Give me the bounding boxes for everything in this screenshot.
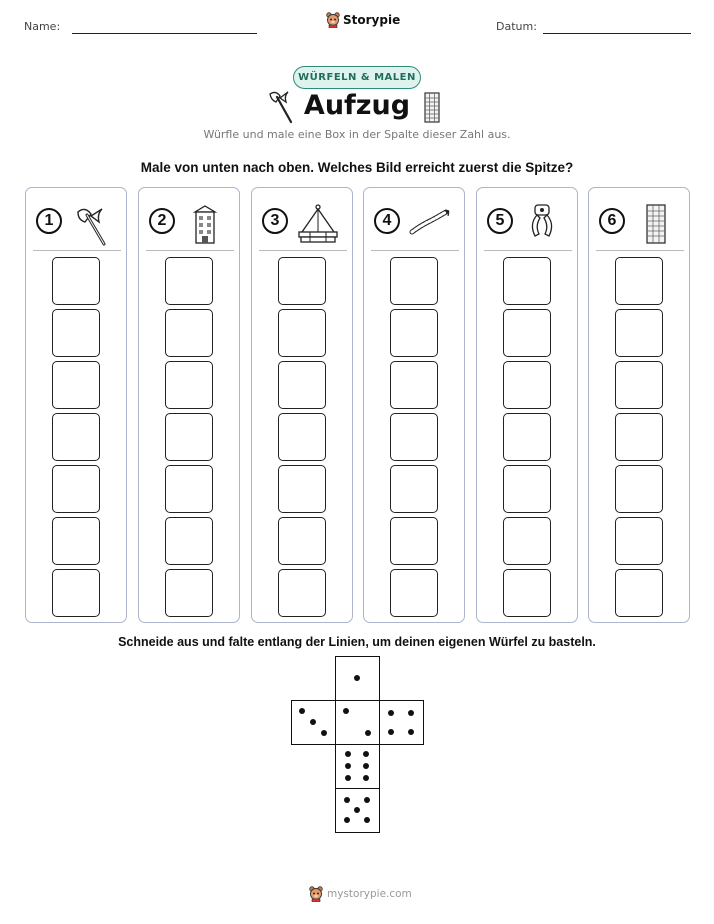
footer-url[interactable]: mystorypie.com — [327, 888, 412, 900]
column-number: 6 — [599, 208, 625, 234]
dice-pip — [388, 729, 394, 735]
brand-name: Storypie — [343, 13, 401, 27]
column-divider — [33, 250, 121, 251]
instruction-text: Male von unten nach oben. Welches Bild erreicht zuerst die Spitze? — [140, 160, 574, 175]
color-box[interactable] — [390, 257, 438, 305]
color-box[interactable] — [52, 465, 100, 513]
skyscraper-icon — [633, 202, 677, 246]
color-box[interactable] — [278, 361, 326, 409]
dice-face-2[interactable] — [335, 700, 380, 745]
dice-pip — [354, 807, 360, 813]
dice-pip — [354, 675, 360, 681]
column-number: 5 — [487, 208, 513, 234]
color-box[interactable] — [165, 257, 213, 305]
color-box[interactable] — [615, 569, 663, 617]
dice-pip — [345, 775, 351, 781]
column-number: 1 — [36, 208, 62, 234]
column-header — [147, 202, 233, 244]
color-box[interactable] — [390, 309, 438, 357]
crane-claw-icon — [521, 202, 565, 246]
color-box[interactable] — [278, 569, 326, 617]
dice-pip — [364, 817, 370, 823]
column-divider — [259, 250, 347, 251]
dice-pip — [310, 719, 316, 725]
color-box[interactable] — [52, 517, 100, 565]
dice-face-6[interactable] — [335, 744, 380, 789]
color-box[interactable] — [278, 517, 326, 565]
color-box[interactable] — [52, 361, 100, 409]
color-box[interactable] — [52, 309, 100, 357]
column-1 — [25, 187, 127, 623]
dice-face-5[interactable] — [335, 788, 380, 833]
color-box[interactable] — [165, 465, 213, 513]
dice-pip — [344, 817, 350, 823]
color-box[interactable] — [390, 413, 438, 461]
name-line[interactable] — [72, 33, 257, 34]
dice-face-4[interactable] — [379, 700, 424, 745]
dice-pip — [388, 710, 394, 716]
column-divider — [484, 250, 572, 251]
axe-icon — [70, 202, 114, 246]
dice-pip — [343, 708, 349, 714]
color-box[interactable] — [503, 569, 551, 617]
color-box[interactable] — [390, 465, 438, 513]
dice-pip — [345, 751, 351, 757]
bear-icon — [309, 886, 323, 902]
column-3 — [251, 187, 353, 623]
date-line[interactable] — [543, 33, 691, 34]
column-header — [485, 202, 571, 244]
color-box[interactable] — [615, 465, 663, 513]
category-badge: WÜRFELN & MALEN — [293, 66, 421, 89]
color-box[interactable] — [615, 517, 663, 565]
cut-instruction: Schneide aus und falte entlang der Linien, um deinen eigenen Würfel zu basteln. — [118, 635, 596, 649]
column-6 — [588, 187, 690, 623]
color-box[interactable] — [615, 361, 663, 409]
dice-face-1[interactable] — [335, 656, 380, 701]
dice-pip — [299, 708, 305, 714]
skyscraper-icon — [423, 91, 441, 123]
color-box[interactable] — [165, 413, 213, 461]
brand-logo — [326, 12, 400, 28]
color-box[interactable] — [278, 257, 326, 305]
color-box[interactable] — [615, 309, 663, 357]
color-box[interactable] — [503, 517, 551, 565]
column-header — [34, 202, 120, 244]
color-box[interactable] — [390, 569, 438, 617]
color-box[interactable] — [165, 309, 213, 357]
column-divider — [371, 250, 459, 251]
name-label: Name: — [24, 20, 61, 33]
column-header — [372, 202, 458, 244]
color-box[interactable] — [165, 569, 213, 617]
tower-icon — [183, 202, 227, 246]
column-number: 4 — [374, 208, 400, 234]
color-box[interactable] — [165, 517, 213, 565]
dice-pip — [345, 763, 351, 769]
color-box[interactable] — [278, 465, 326, 513]
color-box[interactable] — [278, 309, 326, 357]
column-header — [260, 202, 346, 244]
color-box[interactable] — [390, 361, 438, 409]
dice-pip — [408, 729, 414, 735]
column-number: 3 — [262, 208, 288, 234]
color-box[interactable] — [165, 361, 213, 409]
color-box[interactable] — [615, 413, 663, 461]
column-divider — [596, 250, 684, 251]
color-box[interactable] — [278, 413, 326, 461]
dice-pip — [408, 710, 414, 716]
dice-pip — [363, 751, 369, 757]
dice-face-3[interactable] — [291, 700, 336, 745]
color-box[interactable] — [52, 413, 100, 461]
color-box[interactable] — [615, 257, 663, 305]
color-box[interactable] — [503, 309, 551, 357]
column-number: 2 — [149, 208, 175, 234]
color-box[interactable] — [503, 361, 551, 409]
pallet-lift-icon — [296, 202, 340, 246]
page-title: Aufzug — [303, 90, 411, 121]
color-box[interactable] — [503, 257, 551, 305]
bear-icon — [326, 12, 340, 28]
dice-pip — [364, 797, 370, 803]
column-5 — [476, 187, 578, 623]
dice-pip — [321, 730, 327, 736]
column-divider — [146, 250, 234, 251]
dice-pip — [365, 730, 371, 736]
color-box[interactable] — [390, 517, 438, 565]
subtitle: Würfle und male eine Box in der Spalte dieser Zahl aus. — [203, 128, 511, 141]
date-label: Datum: — [496, 20, 537, 33]
axe-icon — [266, 88, 296, 124]
color-box[interactable] — [52, 257, 100, 305]
rope-icon — [408, 202, 452, 246]
color-box[interactable] — [503, 413, 551, 461]
column-header — [597, 202, 683, 244]
column-2 — [138, 187, 240, 623]
color-box[interactable] — [503, 465, 551, 513]
footer — [309, 886, 412, 902]
column-4 — [363, 187, 465, 623]
dice-pip — [363, 775, 369, 781]
dice-pip — [344, 797, 350, 803]
color-box[interactable] — [52, 569, 100, 617]
dice-pip — [363, 763, 369, 769]
